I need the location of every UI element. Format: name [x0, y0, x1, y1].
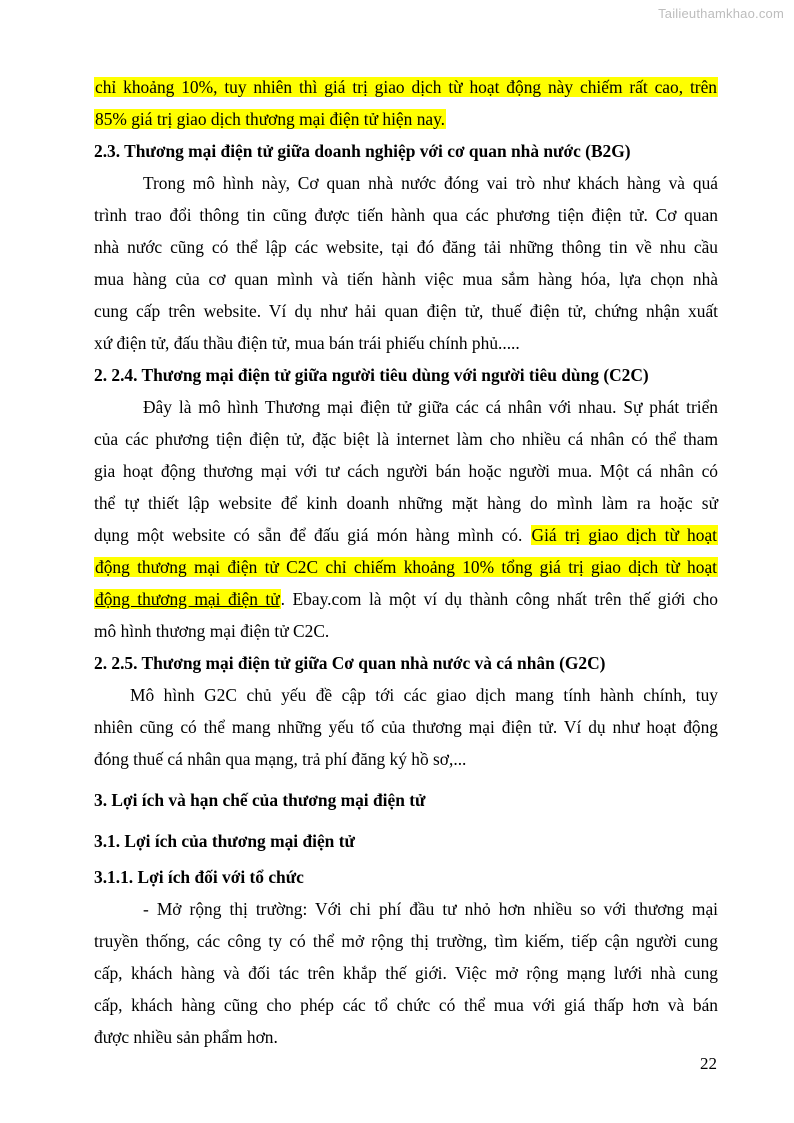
paragraph-line: đóng thuế cá nhân qua mạng, trả phí đăng ký hồ sơ,... [94, 749, 467, 769]
site-watermark: Tailieuthamkhao.com [658, 6, 784, 21]
highlighted-text: động thương mại điện tử C2C chỉ chiếm khoảng 10% tổng giá trị giao dịch từ hoạt [95, 557, 717, 577]
paragraph-line: nhiên cũng có thể mang những yếu tố của thương mại điện tử. Ví dụ như hoạt động [94, 717, 718, 737]
heading-g2c: 2. 2.5. Thương mại điện tử giữa Cơ quan nhà nước và cá nhân (G2C) [94, 653, 606, 673]
paragraph-line [94, 583, 718, 615]
paragraph-line: trình trao đổi thông tin cũng được tiến hành qua các phương tiện điện tử. Cơ quan [94, 205, 718, 225]
paragraph-line: thể tự thiết lập website để kinh doanh những mặt hàng do mình làm ra hoặc sử [94, 493, 718, 513]
paragraph-line: cấp, khách hàng cũng cho phép các tổ chức có thể mua với giá thấp hơn và bán [94, 995, 718, 1015]
paragraph-line: mô hình thương mại điện tử C2C. [94, 621, 330, 641]
paragraph-line [94, 71, 718, 103]
paragraph-benefits [94, 893, 718, 1053]
text-span: . Ebay.com là một ví dụ thành công nhất trên thế giới cho [280, 589, 718, 609]
text-span: dụng một website có sẵn để đấu giá món hàng mình có. [94, 525, 523, 545]
paragraph-line: cung cấp trên website. Ví dụ như hải quan điện tử, thuế điện tử, chứng nhận xuất [94, 301, 718, 321]
paragraph-line: truyền thống, các công ty có thể mở rộng thị trường, tìm kiếm, tiếp cận người cung [94, 931, 718, 951]
paragraph-c2c [94, 391, 718, 647]
paragraph-line: Đây là mô hình Thương mại điện tử giữa các cá nhân với nhau. Sự phát triển [143, 397, 718, 417]
paragraph-line: cấp, khách hàng và đối tác trên khắp thế giới. Việc mở rộng mạng lưới nhà cung [94, 963, 718, 983]
heading-section-3: 3. Lợi ích và hạn chế của thương mại điện tử [94, 790, 426, 810]
page-number: 22 [700, 1054, 717, 1073]
spacer [94, 816, 718, 825]
paragraph-line: mua hàng của cơ quan mình và tiến hành việc mua sắm hàng hóa, lựa chọn nhà [94, 269, 718, 289]
spacer [94, 775, 718, 784]
document-page [94, 71, 718, 1053]
paragraph-line: - Mở rộng thị trường: Với chi phí đầu tư nhỏ hơn nhiều so với thương mại [143, 899, 718, 919]
paragraph-line [94, 551, 718, 583]
paragraph-line: nhà nước cũng có thể lập các website, tại đó đăng tải những thông tin về nhu cầu [94, 237, 718, 257]
paragraph-line: được nhiều sản phẩm hơn. [94, 1027, 278, 1047]
paragraph-line [94, 103, 718, 135]
heading-section-3-1: 3.1. Lợi ích của thương mại điện tử [94, 831, 355, 851]
heading-c2c: 2. 2.4. Thương mại điện tử giữa người tiêu dùng với người tiêu dùng (C2C) [94, 365, 649, 385]
paragraph-line [94, 519, 718, 551]
paragraph-line: gia hoạt động thương mại với tư cách người bán hoặc người mua. Một cá nhân có [94, 461, 718, 481]
highlighted-text: chỉ khoảng 10%, tuy nhiên thì giá trị giao dịch từ hoạt động này chiếm rất cao, trên [95, 77, 717, 97]
heading-b2g: 2.3. Thương mại điện tử giữa doanh nghiệp với cơ quan nhà nước (B2G) [94, 141, 631, 161]
highlighted-underlined-text: động thương mại điện tử [95, 589, 280, 609]
paragraph-b2g [94, 167, 718, 359]
paragraph-g2c [94, 679, 718, 775]
heading-section-3-1-1: 3.1.1. Lợi ích đối với tổ chức [94, 867, 304, 887]
highlighted-text: 85% giá trị giao dịch thương mại điện tử hiện nay. [95, 109, 446, 129]
paragraph-line: của các phương tiện điện tử, đặc biệt là internet làm cho nhiều cá nhân có thể tham [94, 429, 718, 449]
paragraph-line: xứ điện tử, đấu thầu điện tử, mua bán trái phiếu chính phủ..... [94, 333, 520, 353]
highlighted-text: Giá trị giao dịch từ hoạt [531, 525, 717, 545]
paragraph-line: Mô hình G2C chủ yếu đề cập tới các giao dịch mang tính hành chính, tuy [130, 685, 718, 705]
paragraph-line: Trong mô hình này, Cơ quan nhà nước đóng vai trò như khách hàng và quá [143, 173, 718, 193]
